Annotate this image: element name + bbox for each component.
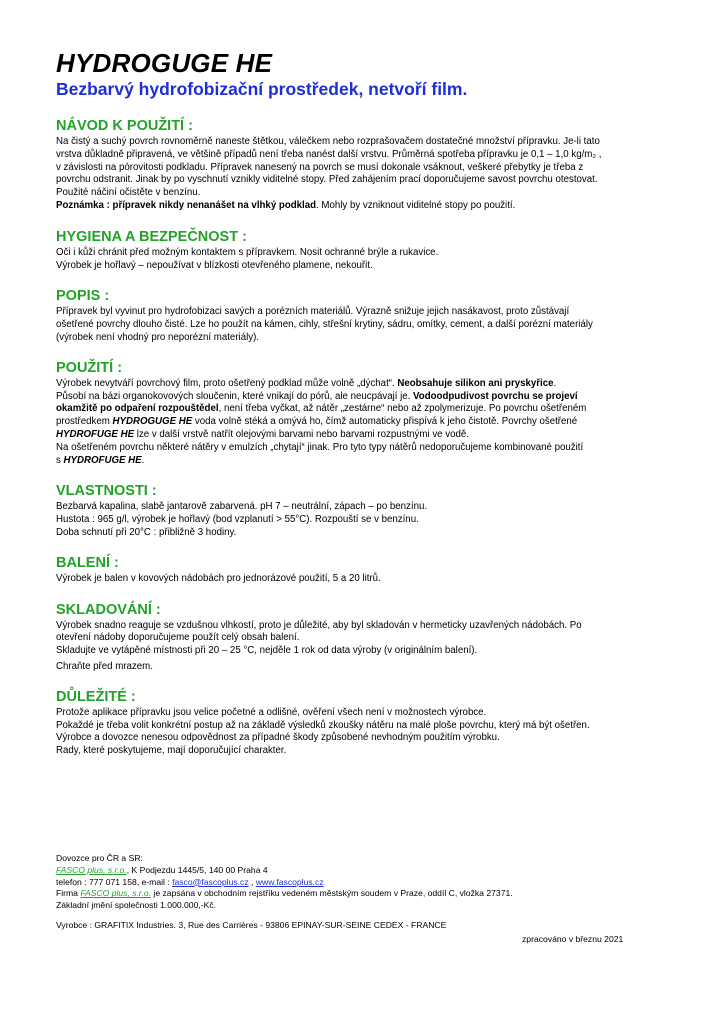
section-title-pouziti: POUŽITÍ : — [56, 359, 123, 376]
document-page — [56, 48, 668, 758]
pouziti-line-4a: prostředkem — [56, 416, 113, 428]
pouziti-product-name-2: HYDROFUGE HE — [56, 428, 135, 440]
navod-line-1: Na čistý a suchý povrch rovnoměrně naneste štětkou, válečkem nebo rozprašovačem dostatečné množství přípravku. Je-li tato — [56, 136, 600, 147]
section-popis — [56, 288, 668, 344]
popis-line-3: (výrobek není vhodný pro neporézní materiály). — [56, 331, 260, 343]
skladovani-line-1: Výrobek snadno reaguje se vzdušnou vlhkostí, proto je důležité, aby byl skladován v hermeticky uzavřených nádobách. Po — [56, 619, 582, 631]
section-baleni — [56, 555, 668, 586]
pouziti-line-4c: voda volně stéká a omývá ho, čímž automaticky přispívá k jeho čistotě. Povrchy ošetřené — [192, 416, 578, 428]
section-title-navod: NÁVOD K POUŽITÍ : — [56, 118, 193, 134]
section-navod — [56, 118, 668, 213]
footer-firm-prefix: Firma — [56, 888, 81, 899]
pouziti-line-3a: okamžitě po odpaření rozpouštědel — [56, 403, 219, 415]
pouziti-line-1 — [56, 378, 668, 391]
pouziti-line-5 — [56, 429, 668, 442]
dulezite-line-3: Výrobce a dovozce nenesou odpovědnost za případné škody způsobené nevhodným použitím výrobku. — [56, 732, 500, 744]
pouziti-line-4 — [56, 416, 668, 429]
footer-company-line — [56, 865, 668, 877]
dulezite-line-1: Protože aplikace přípravku jsou velice početné a odlišné, ověření všech není v možnostech výrobce. — [56, 706, 487, 718]
navod-line-2: vrstva důkladně připravená, ve většině případů není třeba nanést další vrstvu. Průměrná spotřeba přípravku je 0,1 – 1,0 kg/m₂ , — [56, 148, 602, 160]
footer-separator: , — [248, 876, 256, 887]
footer-phone: telefon : 777 071 158, e-mail : — [56, 876, 173, 887]
pouziti-line-5b: lze v další vrstvě natřít olejovými barvami nebo barvami rozpustnými ve vodě. — [134, 428, 469, 440]
footer-firm-line — [56, 888, 668, 900]
navod-line-4: povrchu odstranit. Jinak by po vyschnutí vznikly viditelné stopy. Před zahájením prací doporučujeme savost povrchu otestovat. — [56, 174, 598, 186]
pouziti-line-3 — [56, 403, 668, 416]
pouziti-line-6: Na ošetřeném povrchu některé nátěry v emulzích „chytají“ jinak. Pro tyto typy nátěrů nedoporučujeme kombinované použití — [56, 441, 584, 453]
footer-importer-label: Dovozce pro ČR a SR: — [56, 853, 143, 863]
pouziti-line-7 — [56, 455, 668, 468]
navod-note-bold: Poznámka : přípravek nikdy nenanášet na vlhký podklad — [56, 199, 317, 211]
navod-note-rest: . Mohly by vzniknout viditelné stopy po použití. — [316, 199, 516, 211]
skladovani-line-3: Skladujte ve vytápěné místnosti při 20 – 25 °C, nejděle 1 rok od data výroby (v originálním balení). — [56, 645, 478, 657]
footer-firm-link[interactable]: FASCO plus, s.r.o. — [80, 888, 152, 899]
vlastnosti-line-1: Bezbarvá kapalina, slabě jantarově zabarvená. pH 7 – neutrální, zápach – po benzínu. — [56, 501, 428, 513]
footer-firm-rest: je zapsána v obchodním rejstříku vedeném městským soudem v Praze, oddíl C, vložka 27371. — [151, 888, 513, 899]
navod-line-3: v závislosti na pórovitosti podkladu. Přípravek nanesený na povrch se musí dokonale vsáknout, veškeré přebytky je třeba z — [56, 161, 584, 173]
section-vlastnosti — [56, 483, 668, 539]
product-title: HYDROGUGE HE — [56, 48, 273, 78]
footer-email-link[interactable]: fasco@fascoplus.cz — [172, 876, 249, 887]
pouziti-line-1a: Výrobek nevytváří povrchový film, proto ošetřený podklad může volně „dýchat“. — [56, 377, 398, 389]
footer-address: , K Podjezdu 1445/5, 140 00 Praha 4 — [126, 864, 268, 875]
pouziti-line-2 — [56, 391, 668, 404]
pouziti-line-2b: Vodoodpudivost povrchu se projeví — [413, 390, 578, 402]
pouziti-line-1c: . — [553, 377, 557, 389]
dulezite-line-2: Pokaždé je třeba volit konkrétní postup až na základě výsledků zkoušky nátěru na malé ploše povrchu, který má být ošetřen. — [56, 719, 590, 731]
section-title-skladovani: SKLADOVÁNÍ : — [56, 601, 161, 618]
section-title-vlastnosti: VLASTNOSTI : — [56, 483, 157, 500]
section-title-baleni: BALENÍ : — [56, 554, 119, 571]
hygiena-line-2: Výrobek je hořlavý – nepoužívat v blízkosti otevřeného plamene, nekouřit. — [56, 259, 373, 271]
skladovani-line-4: Chraňte před mrazem. — [56, 660, 153, 672]
vlastnosti-line-3: Doba schnutí při 20°C : přibližně 3 hodiny. — [56, 526, 237, 538]
product-subtitle: Bezbarvý hydrofobizační prostředek, netvoří film. — [56, 79, 468, 99]
pouziti-line-7a: s — [56, 454, 64, 466]
pouziti-line-2a: Působí na bázi organokovových sloučenin, které vnikají do pórů, ale neucpávají je. — [56, 390, 414, 402]
popis-line-1: Přípravek byl vyvinut pro hydrofobizaci savých a porézních materiálů. Výrazně snižuje jejich nasákavost, proto zůstávají — [56, 306, 570, 318]
footer-company-link[interactable]: FASCO plus, s.r.o. — [56, 864, 127, 875]
navod-note — [56, 200, 668, 213]
section-skladovani — [56, 602, 668, 674]
section-title-hygiena: HYGIENA A BEZPEČNOST : — [56, 228, 247, 245]
section-title-dulezite: DŮLEŽITÉ : — [56, 688, 136, 705]
footer-capital: Základní jmění společnosti 1.000.000,-Kč. — [56, 900, 217, 911]
section-pouziti — [56, 360, 668, 468]
pouziti-line-7c: . — [141, 454, 145, 466]
footer — [56, 853, 668, 932]
pouziti-product-name-3: HYDROFUGE HE — [63, 454, 142, 466]
footer-date: zpracováno v březnu 2021 — [522, 934, 624, 944]
section-dulezite — [56, 689, 668, 758]
baleni-line-1: Výrobek je balen v kovových nádobách pro jednorázové použití, 5 a 20 litrů. — [56, 572, 381, 584]
footer-maker: Vyrobce : GRAFITIX Industries. 3, Rue des Carrières - 93806 EPINAY-SUR-SEINE CEDEX - FRANCE — [56, 919, 447, 930]
footer-web-link[interactable]: www.fascoplus.cz — [255, 876, 324, 887]
popis-line-2: ošetřené povrchy dlouho čisté. Lze ho použít na kámen, cihly, střešní krytiny, sádru, omítky, cement, a další porézní materiály — [56, 319, 593, 331]
section-title-popis: POPIS : — [56, 288, 110, 305]
pouziti-line-3b: , není třeba vyčkat, až nátěr „zestárne“ nebo až zpolymerizuje. Po povrchu ošetřeném — [218, 403, 587, 415]
footer-contact-line — [56, 877, 668, 889]
hygiena-line-1: Oči i kůži chránit před možným kontaktem s přípravkem. Nosit ochranné brýle a rukavice. — [56, 246, 439, 258]
navod-line-5: Použité náčiní očistěte v benzínu. — [56, 187, 201, 199]
skladovani-line-2: otevření nádoby doporučujeme použít celý obsah balení. — [56, 632, 300, 644]
section-hygiena — [56, 229, 668, 273]
pouziti-line-1b: Neobsahuje silikon ani pryskyřice — [397, 377, 554, 389]
pouziti-product-name-1: HYDROGUGE HE — [112, 416, 193, 428]
vlastnosti-line-2: Hustota : 965 g/l, výrobek je hořlavý (bod vzplanutí > 55°C). Rozpouští se v benzínu. — [56, 514, 419, 526]
dulezite-line-4: Rady, které poskytujeme, mají doporučující charakter. — [56, 745, 287, 757]
